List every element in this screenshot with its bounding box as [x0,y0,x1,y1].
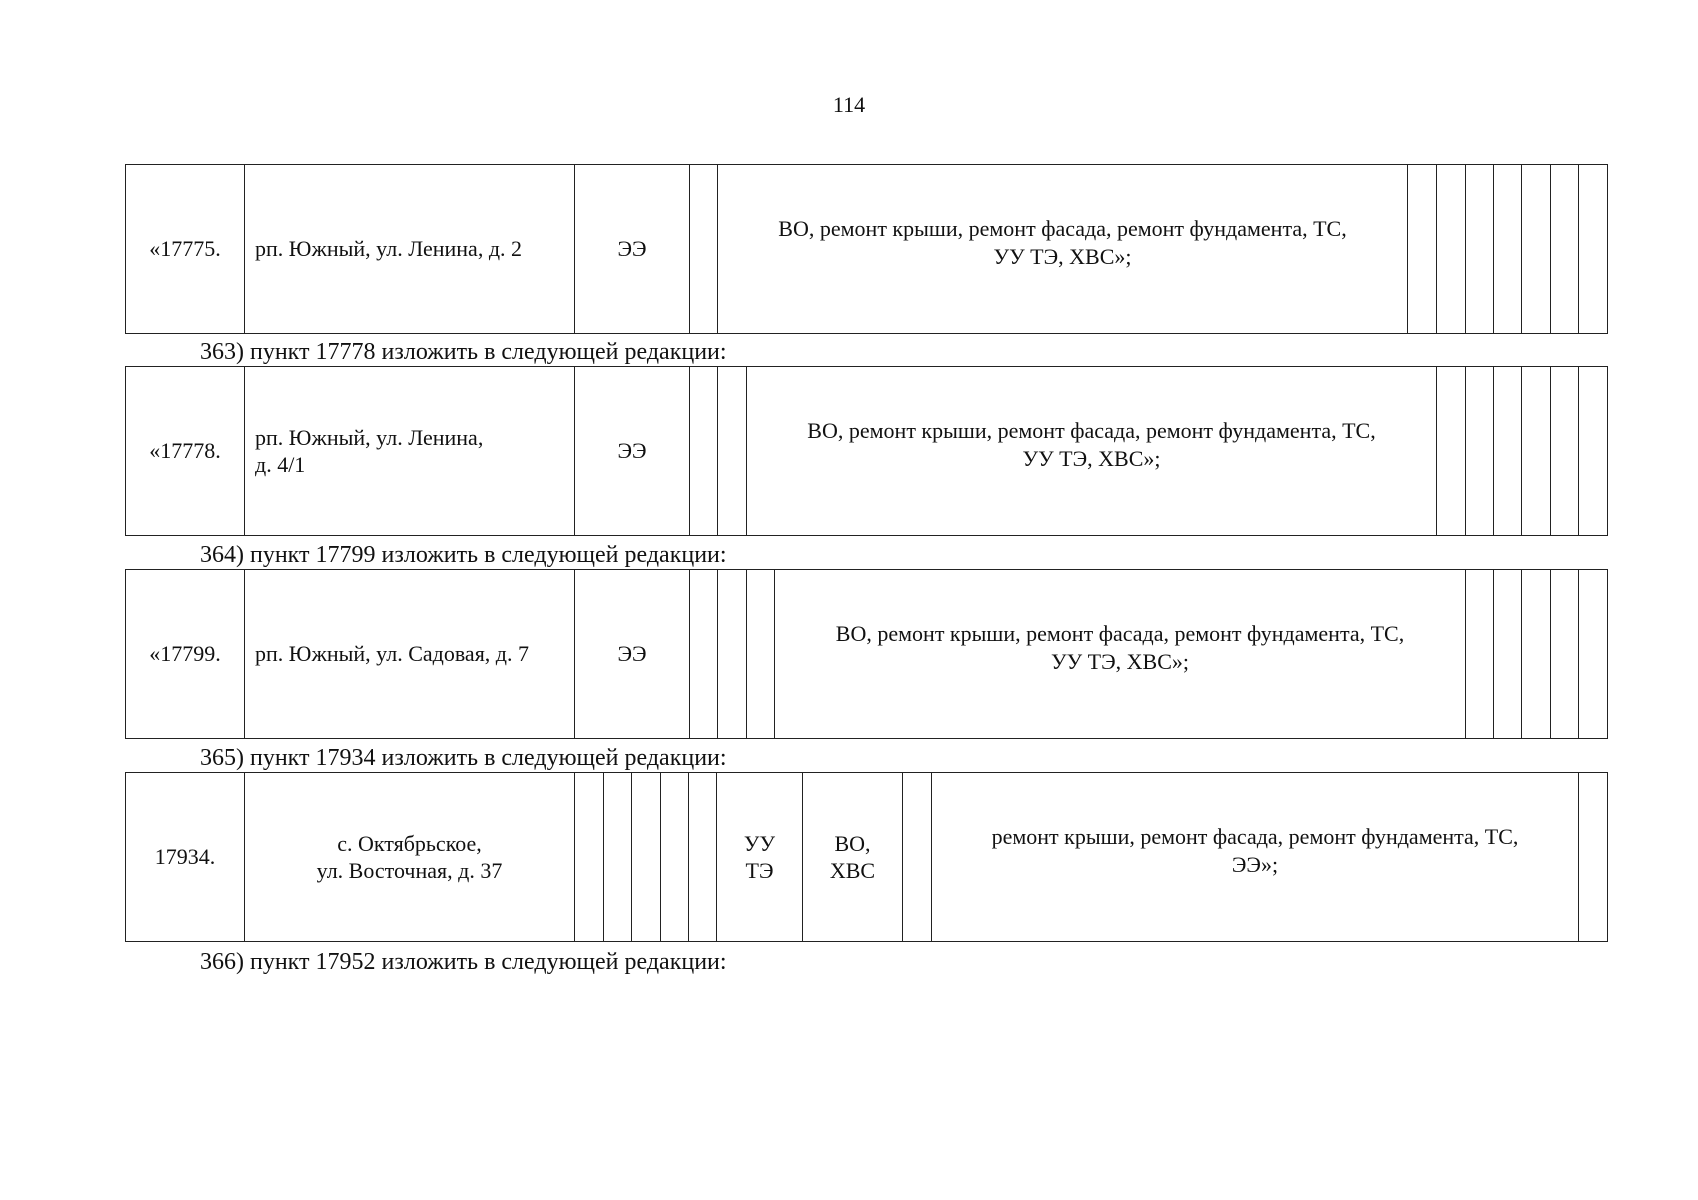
empty-cell [604,773,632,942]
uute-line: ТЭ [745,858,774,883]
entry-number: «17778. [126,367,245,536]
entry-energy: ЭЭ [575,367,690,536]
address-line: д. 4/1 [255,452,306,477]
empty-cell [1579,165,1608,334]
works-line: ВО, ремонт крыши, ремонт фасада, ремонт фундамента, ТС, [835,621,1405,646]
address-line: ул. Восточная, д. 37 [316,858,503,883]
empty-cell [690,367,718,536]
works-line: ЭЭ»; [1231,851,1279,877]
empty-cell [1494,570,1522,739]
entry-table-17775 [125,164,1608,334]
empty-cell [1466,570,1494,739]
works-line: УУ ТЭ, ХВС»; [1051,648,1189,674]
empty-cell [1437,367,1466,536]
entry-address [245,367,575,536]
empty-cell [690,165,718,334]
empty-cell [689,773,717,942]
instruction-363: 363) пункт 17778 изложить в следующей редакции: [200,339,727,365]
empty-cell [1551,165,1579,334]
empty-cell [718,570,747,739]
entry-address: рп. Южный, ул. Садовая, д. 7 [245,570,575,739]
entry-vo-hvs [803,773,903,942]
entry-energy: ЭЭ [575,165,690,334]
empty-cell [1522,367,1551,536]
instruction-364: 364) пункт 17799 изложить в следующей редакции: [200,542,727,568]
empty-cell [1408,165,1437,334]
empty-cell [747,570,775,739]
address-line: рп. Южный, ул. Ленина, [255,424,484,450]
entry-number: 17934. [126,773,245,942]
page-number: 114 [832,92,866,117]
works-line: УУ ТЭ, ХВС»; [1022,445,1161,471]
entry-table-17778 [125,366,1608,536]
works-line: ВО, ремонт крыши, ремонт фасада, ремонт фундамента, ТС, [807,418,1376,443]
empty-cell [1494,165,1522,334]
entry-energy: ЭЭ [575,570,690,739]
empty-cell [1437,165,1466,334]
empty-cell [1466,165,1494,334]
empty-cell [718,367,747,536]
empty-cell [632,773,661,942]
entry-number: «17799. [126,570,245,739]
vo-line: ХВС [829,858,876,883]
entry-works [718,165,1408,334]
empty-cell [903,773,932,942]
empty-cell [1579,570,1608,739]
empty-cell [1522,165,1551,334]
empty-cell [1579,773,1608,942]
empty-cell [1551,367,1579,536]
empty-cell [575,773,604,942]
empty-cell [1494,367,1522,536]
instruction-365: 365) пункт 17934 изложить в следующей редакции: [200,745,727,771]
entry-number: «17775. [126,165,245,334]
empty-cell [1466,367,1494,536]
address-line: с. Октябрьское, [337,830,482,856]
uute-line: УУ [743,830,776,856]
entry-table-17934 [125,772,1608,942]
entry-uute [717,773,803,942]
empty-cell [661,773,689,942]
works-line: ремонт крыши, ремонт фасада, ремонт фундамента, ТС, [991,824,1519,849]
entry-works [775,570,1466,739]
entry-works [932,773,1579,942]
works-line: УУ ТЭ, ХВС»; [993,243,1132,269]
vo-line: ВО, [834,830,871,856]
entry-works [747,367,1437,536]
entry-table-17799 [125,569,1608,739]
instruction-366: 366) пункт 17952 изложить в следующей редакции: [200,949,727,975]
entry-address: рп. Южный, ул. Ленина, д. 2 [245,165,575,334]
empty-cell [1551,570,1579,739]
works-line: ВО, ремонт крыши, ремонт фасада, ремонт фундамента, ТС, [778,216,1347,241]
empty-cell [1522,570,1551,739]
empty-cell [1579,367,1608,536]
entry-address [245,773,575,942]
empty-cell [690,570,718,739]
